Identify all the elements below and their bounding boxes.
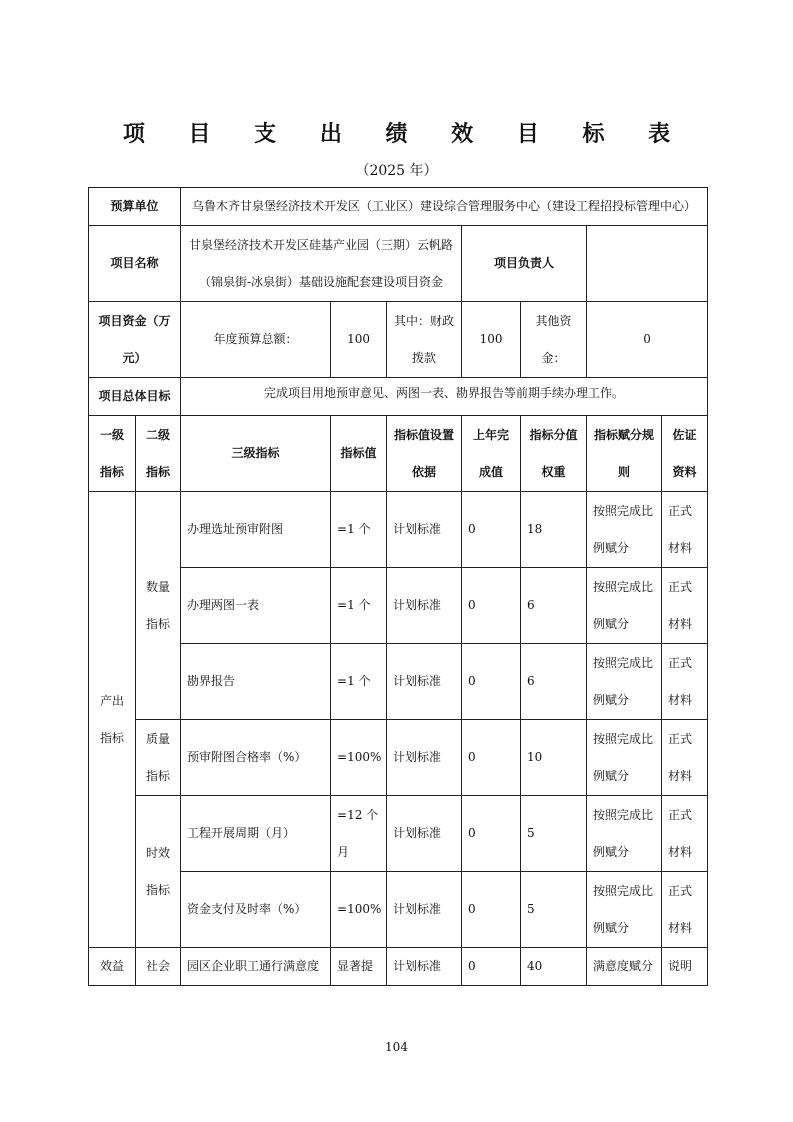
header-basis: 指标值设置依据 — [387, 416, 462, 492]
table-row — [89, 644, 708, 720]
row-rule: 按照完成比例赋分 — [587, 872, 662, 948]
row-basis: 计划标准 — [387, 568, 462, 644]
row-evidence: 正式材料 — [662, 872, 708, 948]
row-name: 工程开展周期（月） — [181, 796, 331, 872]
annual-budget-value: 100 — [331, 302, 387, 378]
row-basis: 计划标准 — [387, 492, 462, 568]
row-last: 0 — [462, 720, 521, 796]
performance-target-table — [88, 187, 708, 986]
row-weight: 6 — [521, 644, 587, 720]
row-value: =100% — [331, 872, 387, 948]
row-evidence: 说明 — [662, 948, 708, 986]
group-timeliness: 时效指标 — [136, 796, 181, 948]
row-value: =12 个月 — [331, 796, 387, 872]
row-value: =1 个 — [331, 568, 387, 644]
other-funds-value: 0 — [587, 302, 708, 378]
row-rule: 满意度赋分 — [587, 948, 662, 986]
header-level1: 一级指标 — [89, 416, 136, 492]
other-funds-label: 其他资金： — [521, 302, 587, 378]
row-name: 办理选址预审附图 — [181, 492, 331, 568]
row-last: 0 — [462, 492, 521, 568]
row-evidence: 正式材料 — [662, 492, 708, 568]
row-evidence: 正式材料 — [662, 568, 708, 644]
row-last: 0 — [462, 644, 521, 720]
row-basis: 计划标准 — [387, 872, 462, 948]
header-scoring-rule: 指标赋分规则 — [587, 416, 662, 492]
header-level2: 二级指标 — [136, 416, 181, 492]
table-row — [89, 568, 708, 644]
row-evidence: 正式材料 — [662, 796, 708, 872]
row-last: 0 — [462, 872, 521, 948]
fiscal-allocation-label: 其中：财政拨款 — [387, 302, 462, 378]
project-leader-label: 项目负责人 — [462, 226, 587, 302]
fiscal-allocation-value: 100 — [462, 302, 521, 378]
row-name: 预审附图合格率（%） — [181, 720, 331, 796]
project-name-label: 项目名称 — [89, 226, 181, 302]
row-rule: 按照完成比例赋分 — [587, 720, 662, 796]
table-row — [89, 872, 708, 948]
row-weight: 18 — [521, 492, 587, 568]
row-weight: 10 — [521, 720, 587, 796]
project-name-value: 甘泉堡经济技术开发区硅基产业园（三期）云帆路（锦泉街-冰泉街）基础设施配套建设项目资金 — [181, 226, 462, 302]
group-quality: 质量指标 — [136, 720, 181, 796]
row-weight: 6 — [521, 568, 587, 644]
year-subtitle: （2025 年） — [355, 163, 438, 179]
budget-unit-label: 预算单位 — [89, 188, 181, 226]
group-quantity: 数量指标 — [136, 492, 181, 720]
row-last: 0 — [462, 948, 521, 986]
row-rule: 按照完成比例赋分 — [587, 644, 662, 720]
row-rule: 按照完成比例赋分 — [587, 796, 662, 872]
row-name: 办理两图一表 — [181, 568, 331, 644]
row-weight: 5 — [521, 872, 587, 948]
row-basis: 计划标准 — [387, 720, 462, 796]
row-rule: 按照完成比例赋分 — [587, 568, 662, 644]
table-row — [89, 492, 708, 568]
row-value: =1 个 — [331, 644, 387, 720]
table-row — [89, 720, 708, 796]
overall-goal-label: 项目总体目标 — [89, 378, 181, 416]
project-leader-value — [587, 226, 708, 302]
row-basis: 计划标准 — [387, 644, 462, 720]
header-indicator-value: 指标值 — [331, 416, 387, 492]
table-row — [89, 948, 708, 986]
row-value: 显著提 — [331, 948, 387, 986]
row-last: 0 — [462, 568, 521, 644]
row-weight: 40 — [521, 948, 587, 986]
page-number: 104 — [385, 1040, 408, 1054]
page-title: 项 目 支 出 绩 效 目 标 表 — [122, 121, 689, 147]
header-level3: 三级指标 — [181, 416, 331, 492]
row-value: =1 个 — [331, 492, 387, 568]
row-rule: 按照完成比例赋分 — [587, 492, 662, 568]
row-name: 园区企业职工通行满意度 — [181, 948, 331, 986]
budget-unit-value: 乌鲁木齐甘泉堡经济技术开发区（工业区）建设综合管理服务中心（建设工程招投标管理中心） — [181, 188, 708, 226]
group-benefit: 效益 — [89, 948, 136, 986]
project-funds-label: 项目资金（万元） — [89, 302, 181, 378]
overall-goal-value: 完成项目用地预审意见、两图一表、勘界报告等前期手续办理工作。 — [181, 378, 708, 416]
group-social: 社会 — [136, 948, 181, 986]
row-name: 勘界报告 — [181, 644, 331, 720]
row-weight: 5 — [521, 796, 587, 872]
header-evidence: 佐证资料 — [662, 416, 708, 492]
row-last: 0 — [462, 796, 521, 872]
row-evidence: 正式材料 — [662, 644, 708, 720]
group-output: 产出指标 — [89, 492, 136, 948]
row-basis: 计划标准 — [387, 948, 462, 986]
header-last-year: 上年完成值 — [462, 416, 521, 492]
annual-budget-label: 年度预算总额： — [181, 302, 331, 378]
row-value: =100% — [331, 720, 387, 796]
row-name: 资金支付及时率（%） — [181, 872, 331, 948]
row-evidence: 正式材料 — [662, 720, 708, 796]
table-row — [89, 796, 708, 872]
row-basis: 计划标准 — [387, 796, 462, 872]
header-weight: 指标分值权重 — [521, 416, 587, 492]
